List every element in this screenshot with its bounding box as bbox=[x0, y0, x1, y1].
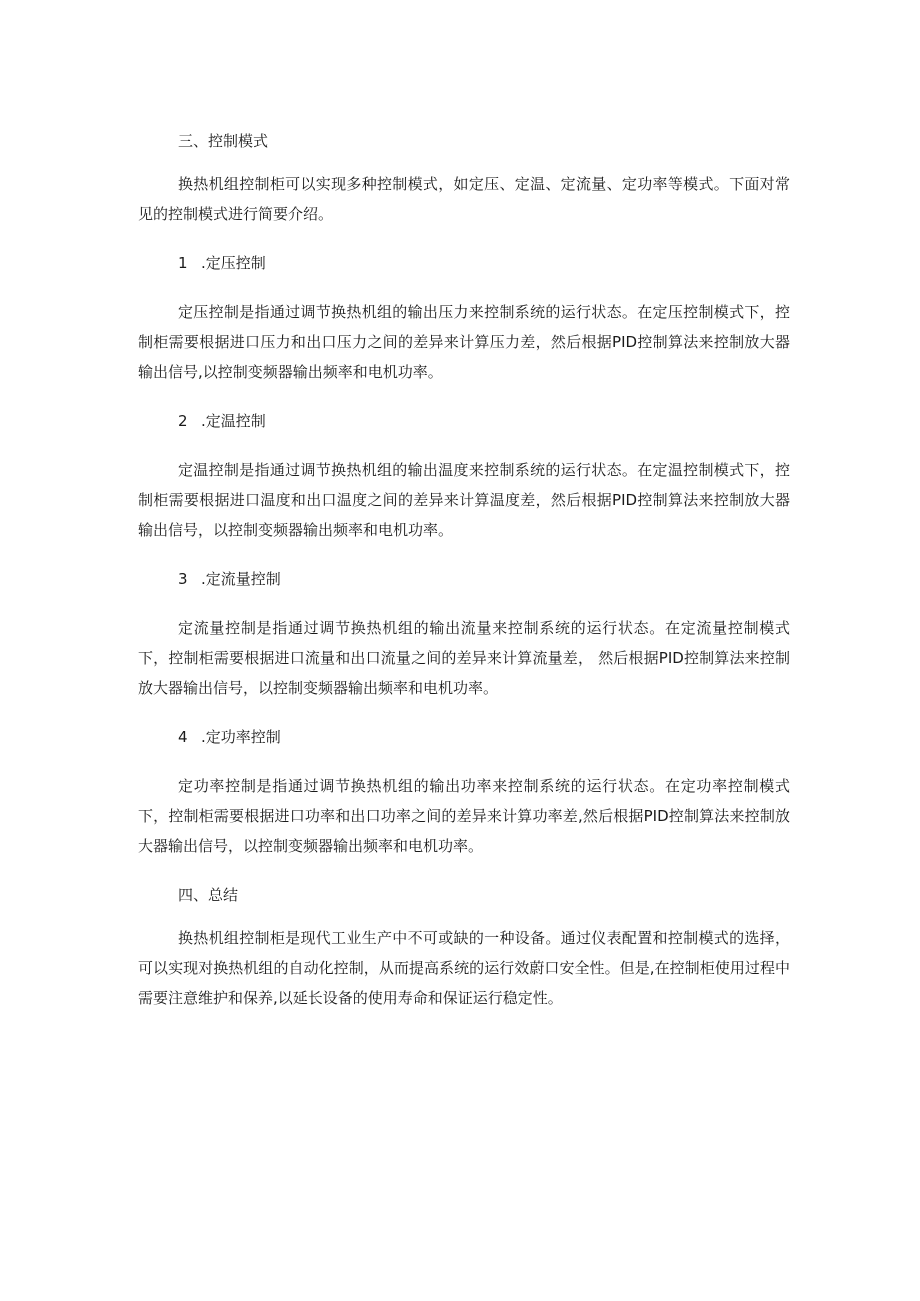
section-heading-control-modes: 三、控制模式 bbox=[178, 132, 269, 150]
subheading-title: .定流量控制 bbox=[201, 570, 281, 588]
subheading-constant-pressure bbox=[138, 253, 790, 273]
subheading-number: 2 bbox=[178, 412, 188, 430]
subheading-title: .定功率控制 bbox=[201, 728, 281, 746]
paragraph-constant-temperature: 定温控制是指通过调节换热机组的输出温度来控制系统的运行状态。在定温控制模式下，控制柜需要根据进口温度和出口温度之间的差异来计算温度差，然后根据PID控制算法来控制放大器输出信号，以控制变频器输出频率和电机功率。 bbox=[138, 461, 790, 539]
subheading-constant-flow bbox=[138, 569, 790, 589]
paragraph-constant-pressure: 定压控制是指通过调节换热机组的输出压力来控制系统的运行状态。在定压控制模式下，控制柜需要根据进口压力和出口压力之间的差异来计算压力差，然后根据PID控制算法来控制放大器输出信号,以控制变频器输出频率和电机功率。 bbox=[138, 303, 790, 381]
subheading-title: .定温控制 bbox=[201, 412, 266, 430]
subheading-constant-temperature bbox=[138, 411, 790, 431]
subheading-number: 1 bbox=[178, 254, 188, 272]
section-heading-summary: 四、总结 bbox=[178, 886, 239, 904]
subheading-constant-power bbox=[138, 727, 790, 747]
document-body bbox=[138, 131, 790, 1013]
paragraph-constant-flow: 定流量控制是指通过调节换热机组的输出流量来控制系统的运行状态。在定流量控制模式下，控制柜需要根据进口流量和出口流量之间的差异来计算流量差， 然后根据PID控制算法来控制放大器输出信号，以控制变频器输出频率和电机功率。 bbox=[138, 619, 790, 697]
summary-paragraph: 换热机组控制柜是现代工业生产中不可或缺的一种设备。通过仪表配置和控制模式的选择，可以实现对换热机组的自动化控制，从而提高系统的运行效蔚口安全性。但是,在控制柜使用过程中需要注意维护和保养,以延长设备的使用寿命和保证运行稳定性。 bbox=[138, 929, 790, 1007]
subheading-number: 3 bbox=[178, 570, 188, 588]
paragraph-constant-power: 定功率控制是指通过调节换热机组的输出功率来控制系统的运行状态。在定功率控制模式下，控制柜需要根据进口功率和出口功率之间的差异来计算功率差,然后根据PID控制算法来控制放大器输出信号，以控制变频器输出频率和电机功率。 bbox=[138, 777, 790, 855]
subheading-title: .定压控制 bbox=[201, 254, 266, 272]
subheading-number: 4 bbox=[178, 728, 188, 746]
intro-paragraph: 换热机组控制柜可以实现多种控制模式，如定压、定温、定流量、定功率等模式。下面对常见的控制模式进行简要介绍。 bbox=[138, 175, 790, 223]
